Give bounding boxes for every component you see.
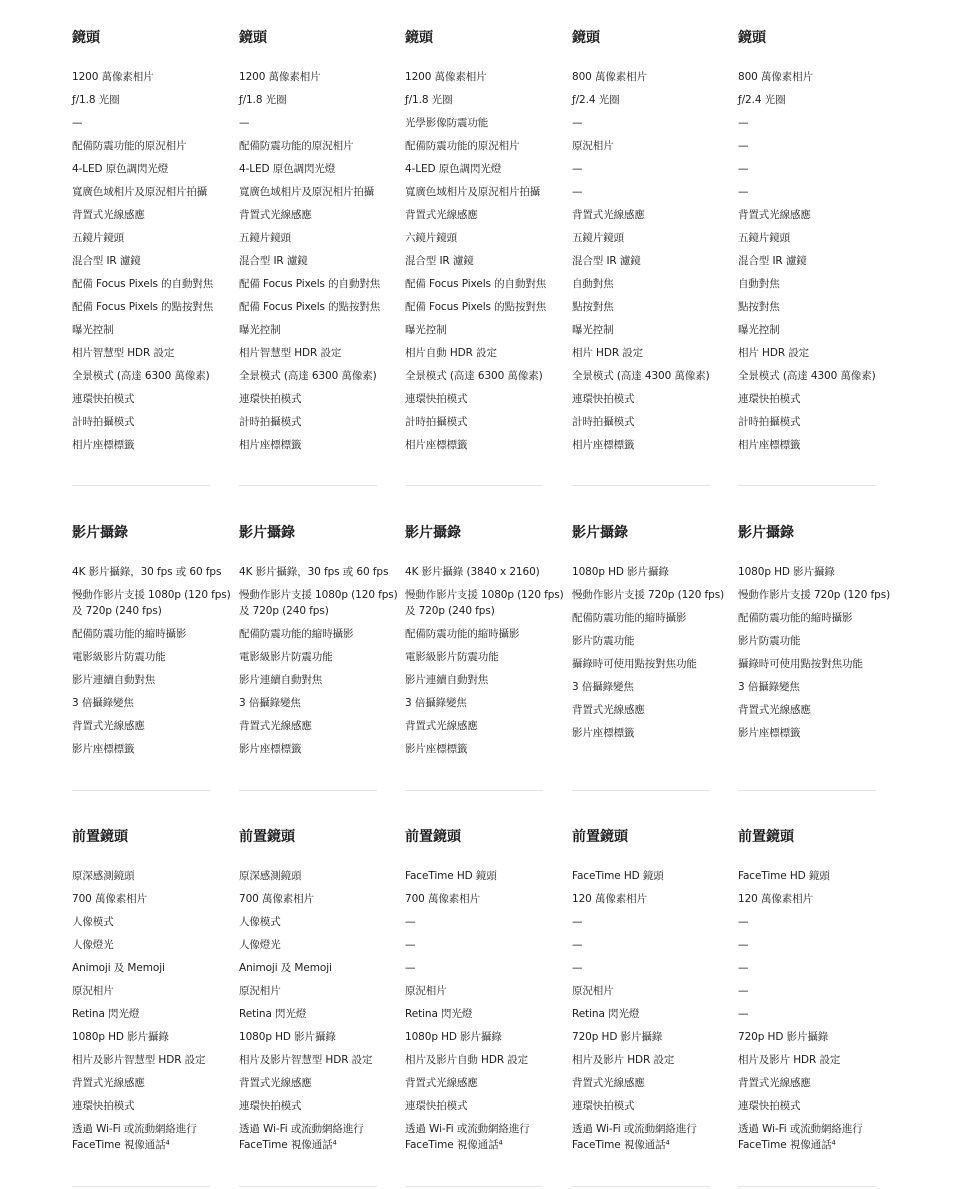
spec-item: 背置式光線感應 bbox=[405, 1077, 478, 1089]
spec-item: 連環快拍模式 bbox=[239, 393, 302, 405]
spec-item: FaceTime HD 鏡頭 bbox=[405, 870, 497, 882]
spec-item: 背置式光線感應 bbox=[572, 1077, 645, 1089]
section-divider bbox=[405, 485, 543, 486]
spec-item: 混合型 IR 濾鏡 bbox=[572, 255, 641, 267]
spec-item: 人像燈光 bbox=[72, 939, 114, 951]
spec-list bbox=[405, 564, 580, 764]
spec-item: 影片座標標籤 bbox=[405, 743, 468, 755]
spec-item: 背置式光線感應 bbox=[72, 1077, 145, 1089]
spec-item: — bbox=[405, 962, 416, 974]
spec-item: — bbox=[738, 163, 749, 175]
spec-item: 計時拍攝模式 bbox=[405, 416, 468, 428]
spec-item: 計時拍攝模式 bbox=[72, 416, 135, 428]
spec-item: 連環快拍模式 bbox=[405, 1100, 468, 1112]
spec-item: 3 倍攝錄變焦 bbox=[405, 697, 467, 709]
spec-item: 慢動作影片支援 1080p (120 fps) 及 720p (240 fps) bbox=[405, 589, 564, 617]
spec-item: 連環快拍模式 bbox=[738, 393, 801, 405]
spec-item: 相片及影片 HDR 設定 bbox=[572, 1054, 675, 1066]
spec-item: 配備 Focus Pixels 的點按對焦 bbox=[72, 301, 214, 313]
section-divider bbox=[572, 485, 710, 486]
section-divider bbox=[72, 485, 210, 486]
section-heading: 前置鏡頭 bbox=[738, 829, 794, 845]
spec-item: 透過 Wi-Fi 或流動網絡進行 FaceTime 視像通話⁴ bbox=[239, 1123, 364, 1151]
spec-item: 1080p HD 影片攝錄 bbox=[72, 1031, 169, 1043]
spec-item: 慢動作影片支援 720p (120 fps) bbox=[572, 589, 725, 601]
spec-item: 原深感測鏡頭 bbox=[72, 870, 135, 882]
spec-item: 慢動作影片支援 1080p (120 fps) 及 720p (240 fps) bbox=[72, 589, 231, 617]
spec-item: ƒ/2.4 光圈 bbox=[738, 94, 786, 106]
spec-item: 全景模式 (高達 4300 萬像素) bbox=[572, 370, 710, 382]
spec-item: 配備防震功能的原況相片 bbox=[405, 140, 520, 152]
section-divider bbox=[572, 790, 710, 791]
spec-item: 影片座標標籤 bbox=[239, 743, 302, 755]
spec-item: 五鏡片鏡頭 bbox=[738, 232, 790, 244]
section-heading: 影片攝錄 bbox=[405, 525, 461, 541]
spec-item: 六鏡片鏡頭 bbox=[405, 232, 457, 244]
spec-item: 人像模式 bbox=[72, 916, 114, 928]
spec-item: 連環快拍模式 bbox=[572, 1100, 635, 1112]
spec-item: 原深感測鏡頭 bbox=[239, 870, 302, 882]
spec-list bbox=[405, 69, 580, 460]
spec-item: Animoji 及 Memoji bbox=[72, 962, 165, 974]
spec-item: — bbox=[738, 962, 749, 974]
spec-item: 相片座標標籤 bbox=[405, 439, 468, 451]
spec-item: 4K 影片攝錄 (3840 x 2160) bbox=[405, 566, 540, 578]
section-divider bbox=[72, 1186, 210, 1187]
spec-item: 背置式光線感應 bbox=[738, 1077, 811, 1089]
spec-item: 背置式光線感應 bbox=[239, 209, 312, 221]
spec-item: 配備 Focus Pixels 的點按對焦 bbox=[239, 301, 381, 313]
spec-item: 背置式光線感應 bbox=[738, 209, 811, 221]
spec-item: 相片智慧型 HDR 設定 bbox=[72, 347, 175, 359]
section-divider bbox=[738, 1186, 876, 1187]
spec-item: 影片防震功能 bbox=[572, 635, 635, 647]
spec-list bbox=[738, 564, 913, 748]
spec-item: 原況相片 bbox=[405, 985, 447, 997]
spec-item: 連環快拍模式 bbox=[72, 393, 135, 405]
section-heading: 影片攝錄 bbox=[738, 525, 794, 541]
spec-item: 原況相片 bbox=[572, 985, 614, 997]
spec-item: 原況相片 bbox=[72, 985, 114, 997]
spec-list bbox=[738, 868, 913, 1160]
spec-item: 自動對焦 bbox=[572, 278, 614, 290]
spec-item: 1080p HD 影片攝錄 bbox=[239, 1031, 336, 1043]
spec-item: — bbox=[738, 985, 749, 997]
spec-item: 連環快拍模式 bbox=[405, 393, 468, 405]
spec-item: 配備防震功能的縮時攝影 bbox=[239, 628, 354, 640]
spec-item: 影片連續自動對焦 bbox=[405, 674, 489, 686]
spec-item: 相片座標標籤 bbox=[738, 439, 801, 451]
spec-item: 曝光控制 bbox=[405, 324, 447, 336]
spec-item: 背置式光線感應 bbox=[572, 704, 645, 716]
section-heading: 影片攝錄 bbox=[572, 525, 628, 541]
spec-item: 透過 Wi-Fi 或流動網絡進行 FaceTime 視像通話⁴ bbox=[72, 1123, 197, 1151]
spec-item: 配備防震功能的縮時攝影 bbox=[572, 612, 687, 624]
spec-item: Retina 閃光燈 bbox=[72, 1008, 140, 1020]
section-divider bbox=[405, 1186, 543, 1187]
spec-list bbox=[405, 868, 580, 1160]
spec-item: FaceTime HD 鏡頭 bbox=[738, 870, 830, 882]
spec-item: 700 萬像素相片 bbox=[405, 893, 480, 905]
section-heading: 前置鏡頭 bbox=[72, 829, 128, 845]
section-divider bbox=[738, 485, 876, 486]
spec-list bbox=[72, 69, 247, 460]
section-heading: 鏡頭 bbox=[72, 30, 100, 46]
spec-item: 配備 Focus Pixels 的自動對焦 bbox=[405, 278, 547, 290]
spec-item: 3 倍攝錄變焦 bbox=[572, 681, 634, 693]
spec-item: 4-LED 原色調閃光燈 bbox=[72, 163, 169, 175]
spec-list bbox=[572, 69, 747, 460]
spec-item: ƒ/2.4 光圈 bbox=[572, 94, 620, 106]
spec-item: 1200 萬像素相片 bbox=[72, 71, 154, 83]
spec-item: 1080p HD 影片攝錄 bbox=[738, 566, 835, 578]
spec-item: 1200 萬像素相片 bbox=[405, 71, 487, 83]
spec-list bbox=[72, 564, 247, 764]
spec-item: 配備防震功能的縮時攝影 bbox=[405, 628, 520, 640]
spec-item: 4-LED 原色調閃光燈 bbox=[239, 163, 336, 175]
spec-item: 相片座標標籤 bbox=[572, 439, 635, 451]
spec-item: 影片座標標籤 bbox=[572, 727, 635, 739]
spec-item: 曝光控制 bbox=[738, 324, 780, 336]
spec-item: 4K 影片攝錄，30 fps 或 60 fps bbox=[72, 566, 222, 578]
spec-item: 1200 萬像素相片 bbox=[239, 71, 321, 83]
spec-item: 120 萬像素相片 bbox=[738, 893, 813, 905]
spec-item: 720p HD 影片攝錄 bbox=[738, 1031, 829, 1043]
spec-item: 相片及影片智慧型 HDR 設定 bbox=[239, 1054, 373, 1066]
spec-item: — bbox=[72, 117, 83, 129]
spec-item: 3 倍攝錄變焦 bbox=[239, 697, 301, 709]
spec-item: 背置式光線感應 bbox=[239, 1077, 312, 1089]
spec-item: 混合型 IR 濾鏡 bbox=[239, 255, 308, 267]
spec-list bbox=[572, 868, 747, 1160]
section-divider bbox=[405, 790, 543, 791]
spec-item: Animoji 及 Memoji bbox=[239, 962, 332, 974]
spec-item: 配備防震功能的縮時攝影 bbox=[738, 612, 853, 624]
spec-item: 人像燈光 bbox=[239, 939, 281, 951]
spec-item: 計時拍攝模式 bbox=[239, 416, 302, 428]
spec-item: ƒ/1.8 光圈 bbox=[72, 94, 120, 106]
spec-item: 背置式光線感應 bbox=[239, 720, 312, 732]
spec-item: 相片及影片自動 HDR 設定 bbox=[405, 1054, 529, 1066]
spec-item: Retina 閃光燈 bbox=[572, 1008, 640, 1020]
spec-item: 電影級影片防震功能 bbox=[72, 651, 166, 663]
section-divider bbox=[738, 790, 876, 791]
spec-list bbox=[239, 868, 414, 1160]
section-heading: 前置鏡頭 bbox=[572, 829, 628, 845]
spec-item: 相片及影片智慧型 HDR 設定 bbox=[72, 1054, 206, 1066]
front-camera-section bbox=[0, 827, 960, 1189]
spec-item: 五鏡片鏡頭 bbox=[239, 232, 291, 244]
spec-item: 700 萬像素相片 bbox=[72, 893, 147, 905]
spec-item: 4-LED 原色調閃光燈 bbox=[405, 163, 502, 175]
spec-item: 攝錄時可使用點按對焦功能 bbox=[572, 658, 697, 670]
spec-list bbox=[738, 69, 913, 460]
spec-item: 4K 影片攝錄，30 fps 或 60 fps bbox=[239, 566, 389, 578]
spec-item: 連環快拍模式 bbox=[239, 1100, 302, 1112]
spec-item: 五鏡片鏡頭 bbox=[572, 232, 624, 244]
spec-item: 背置式光線感應 bbox=[72, 209, 145, 221]
spec-item: 曝光控制 bbox=[72, 324, 114, 336]
section-heading: 鏡頭 bbox=[239, 30, 267, 46]
spec-item: 背置式光線感應 bbox=[72, 720, 145, 732]
spec-item: 曝光控制 bbox=[572, 324, 614, 336]
spec-item: 寬廣色域相片及原況相片拍攝 bbox=[72, 186, 208, 198]
spec-item: 相片 HDR 設定 bbox=[738, 347, 810, 359]
spec-item: 配備 Focus Pixels 的自動對焦 bbox=[239, 278, 381, 290]
spec-list bbox=[239, 69, 414, 460]
spec-item: 自動對焦 bbox=[738, 278, 780, 290]
spec-item: 寬廣色域相片及原況相片拍攝 bbox=[239, 186, 375, 198]
spec-item: 五鏡片鏡頭 bbox=[72, 232, 124, 244]
spec-item: 透過 Wi-Fi 或流動網絡進行 FaceTime 視像通話⁴ bbox=[405, 1123, 530, 1151]
spec-item: 混合型 IR 濾鏡 bbox=[738, 255, 807, 267]
spec-item: 1080p HD 影片攝錄 bbox=[405, 1031, 502, 1043]
spec-item: 相片 HDR 設定 bbox=[572, 347, 644, 359]
section-heading: 影片攝錄 bbox=[239, 525, 295, 541]
spec-item: — bbox=[572, 962, 583, 974]
spec-item: 配備防震功能的原況相片 bbox=[72, 140, 187, 152]
section-heading: 前置鏡頭 bbox=[239, 829, 295, 845]
spec-item: 原況相片 bbox=[572, 140, 614, 152]
spec-item: — bbox=[239, 117, 250, 129]
section-heading: 影片攝錄 bbox=[72, 525, 128, 541]
spec-item: 點按對焦 bbox=[738, 301, 780, 313]
spec-item: 點按對焦 bbox=[572, 301, 614, 313]
spec-item: 全景模式 (高達 6300 萬像素) bbox=[405, 370, 543, 382]
spec-item: Retina 閃光燈 bbox=[239, 1008, 307, 1020]
spec-item: 透過 Wi-Fi 或流動網絡進行 FaceTime 視像通話⁴ bbox=[738, 1123, 863, 1151]
spec-item: — bbox=[738, 916, 749, 928]
spec-item: 慢動作影片支援 720p (120 fps) bbox=[738, 589, 891, 601]
section-divider bbox=[239, 1186, 377, 1187]
spec-item: 寬廣色域相片及原況相片拍攝 bbox=[405, 186, 541, 198]
section-divider bbox=[72, 790, 210, 791]
spec-item: 攝錄時可使用點按對焦功能 bbox=[738, 658, 863, 670]
spec-item: 配備 Focus Pixels 的自動對焦 bbox=[72, 278, 214, 290]
spec-item: 電影級影片防震功能 bbox=[239, 651, 333, 663]
section-heading: 前置鏡頭 bbox=[405, 829, 461, 845]
camera-section bbox=[0, 28, 960, 488]
spec-item: 1080p HD 影片攝錄 bbox=[572, 566, 669, 578]
video-section bbox=[0, 523, 960, 793]
spec-item: FaceTime HD 鏡頭 bbox=[572, 870, 664, 882]
spec-item: 背置式光線感應 bbox=[405, 209, 478, 221]
spec-item: 720p HD 影片攝錄 bbox=[572, 1031, 663, 1043]
section-heading: 鏡頭 bbox=[572, 30, 600, 46]
section-divider bbox=[239, 485, 377, 486]
spec-item: 背置式光線感應 bbox=[572, 209, 645, 221]
spec-item: 背置式光線感應 bbox=[405, 720, 478, 732]
spec-item: — bbox=[738, 939, 749, 951]
spec-item: 相片座標標籤 bbox=[239, 439, 302, 451]
spec-item: 影片防震功能 bbox=[738, 635, 801, 647]
spec-item: 相片自動 HDR 設定 bbox=[405, 347, 497, 359]
spec-item: ƒ/1.8 光圈 bbox=[239, 94, 287, 106]
spec-item: 光學影像防震功能 bbox=[405, 117, 489, 129]
spec-item: — bbox=[738, 117, 749, 129]
spec-item: 相片及影片 HDR 設定 bbox=[738, 1054, 841, 1066]
spec-item: 配備 Focus Pixels 的點按對焦 bbox=[405, 301, 547, 313]
spec-item: 原況相片 bbox=[239, 985, 281, 997]
spec-item: 混合型 IR 濾鏡 bbox=[72, 255, 141, 267]
spec-item: — bbox=[405, 916, 416, 928]
spec-item: Retina 閃光燈 bbox=[405, 1008, 473, 1020]
spec-item: 計時拍攝模式 bbox=[738, 416, 801, 428]
spec-item: 影片座標標籤 bbox=[72, 743, 135, 755]
section-divider bbox=[239, 790, 377, 791]
spec-list bbox=[239, 564, 414, 764]
spec-item: 相片座標標籤 bbox=[72, 439, 135, 451]
spec-item: 影片座標標籤 bbox=[738, 727, 801, 739]
spec-item: 800 萬像素相片 bbox=[738, 71, 813, 83]
spec-item: 配備防震功能的縮時攝影 bbox=[72, 628, 187, 640]
spec-item: 電影級影片防震功能 bbox=[405, 651, 499, 663]
spec-item: — bbox=[738, 140, 749, 152]
spec-item: 連環快拍模式 bbox=[72, 1100, 135, 1112]
spec-item: 混合型 IR 濾鏡 bbox=[405, 255, 474, 267]
spec-item: 連環快拍模式 bbox=[572, 393, 635, 405]
spec-item: 3 倍攝錄變焦 bbox=[72, 697, 134, 709]
spec-item: 人像模式 bbox=[239, 916, 281, 928]
spec-item: 全景模式 (高達 4300 萬像素) bbox=[738, 370, 876, 382]
section-divider bbox=[572, 1186, 710, 1187]
spec-item: — bbox=[572, 163, 583, 175]
spec-item: — bbox=[572, 939, 583, 951]
spec-item: 透過 Wi-Fi 或流動網絡進行 FaceTime 視像通話⁴ bbox=[572, 1123, 697, 1151]
spec-item: 全景模式 (高達 6300 萬像素) bbox=[72, 370, 210, 382]
spec-item: 背置式光線感應 bbox=[738, 704, 811, 716]
spec-list bbox=[572, 564, 747, 748]
spec-item: 120 萬像素相片 bbox=[572, 893, 647, 905]
spec-item: — bbox=[572, 916, 583, 928]
spec-item: 影片連續自動對焦 bbox=[72, 674, 156, 686]
spec-item: — bbox=[572, 186, 583, 198]
spec-item: 800 萬像素相片 bbox=[572, 71, 647, 83]
spec-item: — bbox=[405, 939, 416, 951]
spec-item: 相片智慧型 HDR 設定 bbox=[239, 347, 342, 359]
spec-item: 3 倍攝錄變焦 bbox=[738, 681, 800, 693]
section-heading: 鏡頭 bbox=[405, 30, 433, 46]
spec-list bbox=[72, 868, 247, 1160]
spec-item: 全景模式 (高達 6300 萬像素) bbox=[239, 370, 377, 382]
spec-item: 曝光控制 bbox=[239, 324, 281, 336]
spec-item: — bbox=[738, 1008, 749, 1020]
spec-item: — bbox=[738, 186, 749, 198]
spec-item: 配備防震功能的原況相片 bbox=[239, 140, 354, 152]
section-heading: 鏡頭 bbox=[738, 30, 766, 46]
spec-item: 連環快拍模式 bbox=[738, 1100, 801, 1112]
spec-item: 慢動作影片支援 1080p (120 fps) 及 720p (240 fps) bbox=[239, 589, 398, 617]
spec-item: — bbox=[572, 117, 583, 129]
spec-item: 影片連續自動對焦 bbox=[239, 674, 323, 686]
spec-item: ƒ/1.8 光圈 bbox=[405, 94, 453, 106]
spec-item: 700 萬像素相片 bbox=[239, 893, 314, 905]
spec-item: 計時拍攝模式 bbox=[572, 416, 635, 428]
